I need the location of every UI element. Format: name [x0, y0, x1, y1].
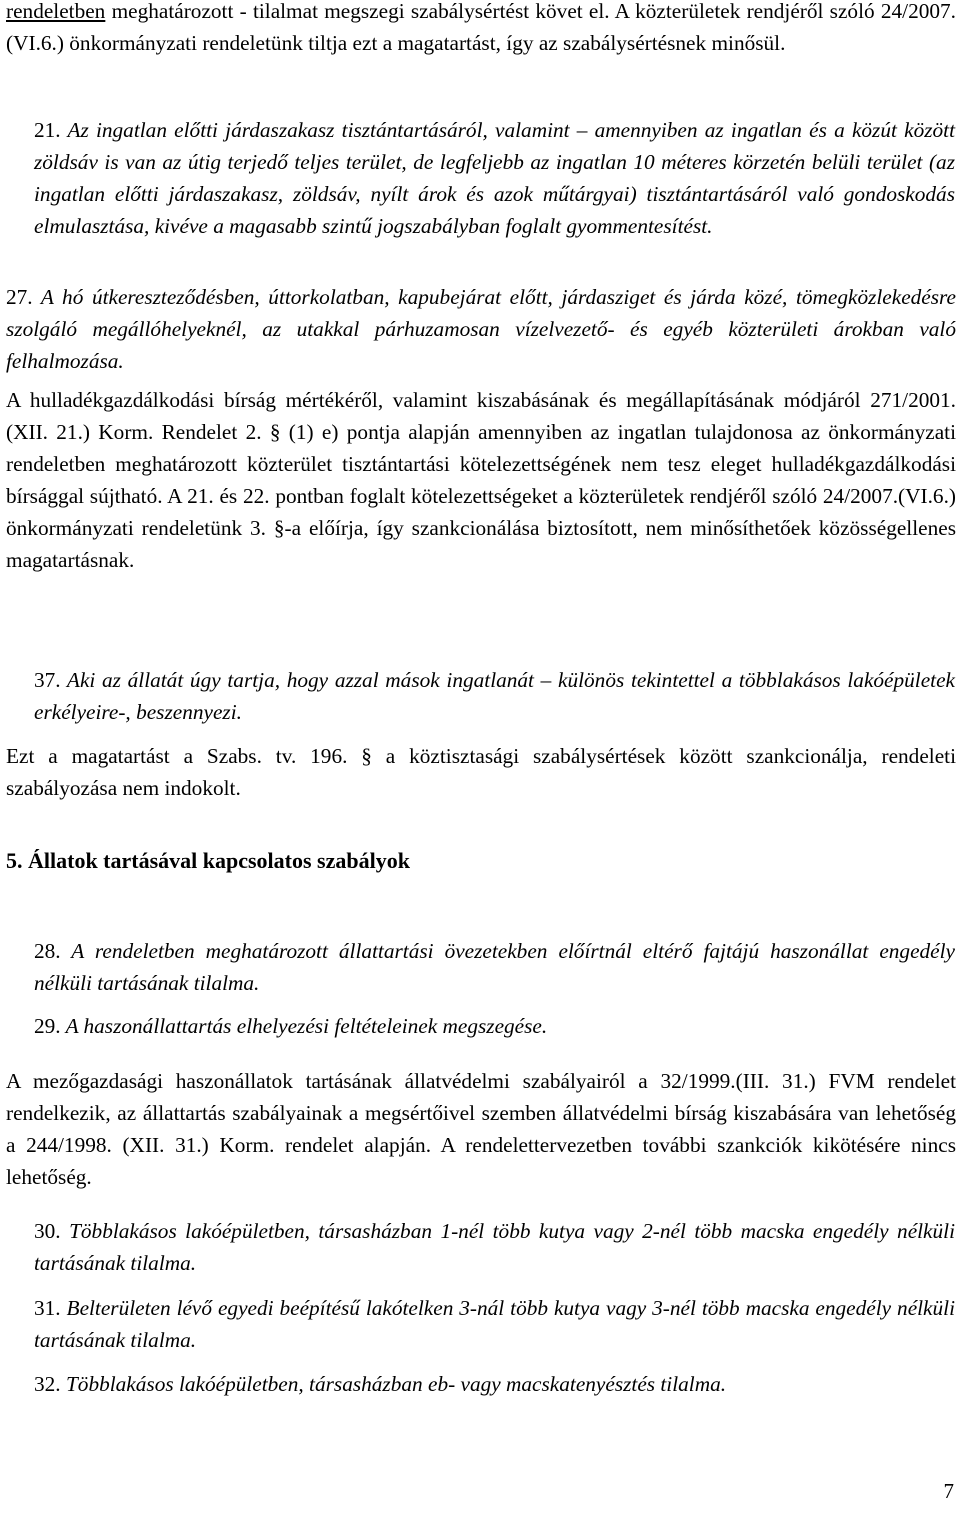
item-37-number: 37.	[34, 668, 61, 692]
item-28-number: 28.	[34, 939, 61, 963]
item-31-text: Belterületen lévő egyedi beépítésű lakótelken 3-nál több kutya vagy 3-nél több macska engedély nélküli tartásának tilalma.	[34, 1296, 955, 1352]
szabs-paragraph: Ezt a magatartást a Szabs. tv. 196. § a köztisztasági szabálysértések között szankcionálja, rendeleti szabályozása nem indokolt.	[6, 744, 956, 800]
intro-paragraph	[6, 0, 956, 59]
item-30-number: 30.	[34, 1219, 61, 1243]
item-29-text: A haszonállattartás elhelyezési feltételeinek megszegése.	[60, 1014, 548, 1038]
item-28-text: A rendeletben meghatározott állattartási övezetekben előírtnál eltérő fajtájú haszonállat engedély nélküli tartásának tilalma.	[34, 939, 955, 995]
fvm-paragraph: A mezőgazdasági haszonállatok tartásának állatvédelmi szabályairól a 32/1999.(III. 31.) FVM rendelet rendelkezik, az állattartás szabályainak a megsértőivel szemben állatvédelmi bírság kiszabására van lehetőség a 244/1998. (XII. 31.) Korm. rendelet alapján. A rendelettervezetben további szankciók kikötésére nincs lehetőség.	[6, 1069, 956, 1189]
item-27	[6, 281, 956, 377]
item-28	[34, 935, 955, 999]
item-29-number: 29.	[34, 1014, 61, 1038]
item-32-number: 32.	[34, 1372, 61, 1396]
item-21-number: 21.	[34, 118, 61, 142]
item-27-text: A hó útkereszteződésben, úttorkolatban, kapubejárat előtt, járdasziget és járda közé, tömegközlekedésre szolgáló megállóhelyeknél, az utakkal párhuzamosan vízelvezető- és egyéb közterületi árokban való felhalmozása.	[6, 285, 956, 373]
item-32-text: Többlakásos lakóépületben, társasházban eb- vagy macskatenyésztés tilalma.	[60, 1372, 727, 1396]
item-27-number: 27.	[6, 285, 33, 309]
waste-fine-paragraph: A hulladékgazdálkodási bírság mértékéről, valamint kiszabásának és megállapításának módjáról 271/2001. (XII. 21.) Korm. Rendelet 2. § (1) e) pontja alapján amennyiben az ingatlan tulajdonosa az önkormányzati rendeletben meghatározott közterület tisztántartási kötelezettségének nem tesz eleget hulladékgazdálkodási bírsággal sújtható. A 21. és 22. pontban foglalt kötelezettségeket a közterületek rendjéről szóló 24/2007.(VI.6.) önkormányzati rendeletünk 3. §-a előírja, így szankcionálása biztosított, nem minősíthetőek közösségellenes magatartásnak.	[6, 388, 956, 572]
item-37-text: Aki az állatát úgy tartja, hogy azzal mások ingatlanát – különös tekintettel a többlakásos lakóépületek erkélyeire-, beszennyezi.	[34, 668, 955, 724]
item-21-text: Az ingatlan előtti járdaszakasz tisztántartásáról, valamint – amennyiben az ingatlan és a közút között zöldsáv is van az útig terjedő teljes terület, de legfeljebb az ingatlan 10 méteres körzetén belüli terület (az ingatlan előtti járdaszakasz, zöldsáv, nyílt árok és azok műtárgyai) tisztántartásáról való gondoskodás elmulasztása, kivéve a magasabb szintű jogszabályban foglalt gyommentesítést.	[34, 118, 955, 238]
item-37	[34, 664, 955, 728]
item-30	[34, 1215, 955, 1279]
section-heading-5: 5. Állatok tartásával kapcsolatos szabályok	[6, 848, 410, 873]
item-29	[34, 1010, 955, 1042]
item-21	[34, 114, 955, 242]
item-31-number: 31.	[34, 1296, 61, 1320]
item-30-text: Többlakásos lakóépületben, társasházban 1-nél több kutya vagy 2-nél több macska engedély nélküli tartásának tilalma.	[34, 1219, 955, 1275]
page-number: 7	[943, 1479, 954, 1503]
rendeletben-link: rendeletben	[6, 0, 106, 23]
intro-text: meghatározott - tilalmat megszegi szabálysértést követ el. A közterületek rendjéről szóló 24/2007.(VI.6.) önkormányzati rendeletünk tiltja ezt a magatartást, így az szabálysértésnek minősül.	[6, 0, 956, 55]
item-31	[34, 1292, 955, 1356]
item-32	[34, 1368, 955, 1400]
